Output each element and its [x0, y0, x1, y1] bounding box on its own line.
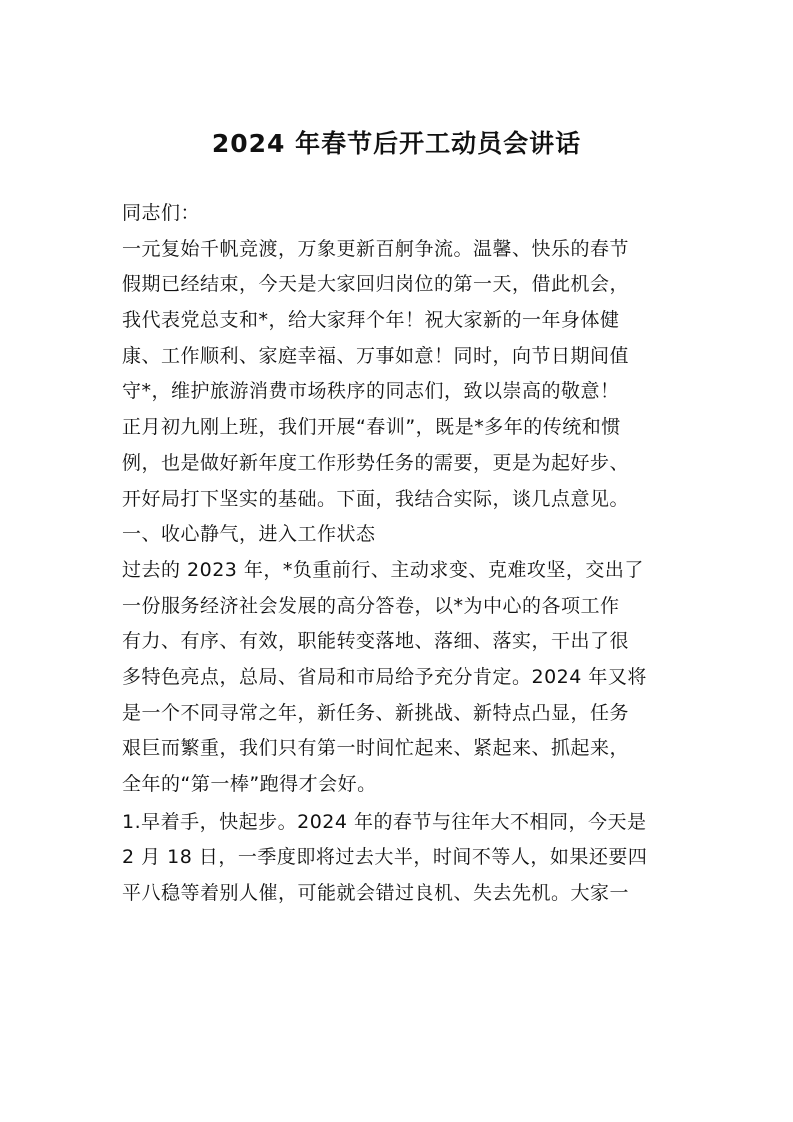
text-line: 艰巨而繁重，我们只有第一时间忙起来、紧起来、抓起来， — [122, 737, 630, 760]
text-line: 开好局打下坚实的基础。下面，我结合实际，谈几点意见。 — [122, 487, 630, 510]
text-line: 过去的 2023 年，*负重前行、主动求变、克难攻坚，交出了 — [122, 558, 644, 581]
salutation-line: 同志们： — [122, 202, 201, 224]
text-line: 正月初九刚上班，我们开展“春训”，既是*多年的传统和惯 — [122, 416, 621, 439]
text-line: 是一个不同寻常之年，新任务、新挑战、新特点凸显，任务 — [122, 701, 630, 724]
text-line: 我代表党总支和*，给大家拜个年！祝大家新的一年身体健 — [122, 309, 620, 332]
text-line: 康、工作顺利、家庭幸福、万事如意！同时，向节日期间值 — [122, 344, 630, 367]
text-line: 一元复始千帆竞渡，万象更新百舸争流。温馨、快乐的春节 — [122, 237, 630, 260]
document-title: 2024 年春节后开工动员会讲话 — [211, 129, 582, 158]
text-line: 多特色亮点，总局、省局和市局给予充分肯定。2024 年又将 — [122, 665, 647, 688]
section-heading: 一、收心静气，进入工作状态 — [122, 523, 376, 546]
text-line: 守*，维护旅游消费市场秩序的同志们，致以崇高的敬意！ — [122, 380, 620, 403]
text-line: 2 月 18 日，一季度即将过去大半，时间不等人，如果还要四 — [122, 846, 648, 869]
text-line: 例，也是做好新年度工作形势任务的需要，更是为起好步、 — [122, 451, 630, 474]
text-line: 平八稳等着别人催，可能就会错过良机、失去先机。大家一 — [122, 882, 630, 905]
text-line: 一份服务经济社会发展的高分答卷，以*为中心的各项工作 — [122, 594, 620, 617]
document-body — [122, 196, 674, 912]
text-line: 全年的“第一棒”跑得才会好。 — [122, 773, 377, 795]
text-line: 1.早着手，快起步。2024 年的春节与往年大不相同，今天是 — [122, 810, 647, 833]
text-line: 有力、有序、有效，职能转变落地、落细、落实，干出了很 — [122, 630, 630, 653]
text-line: 假期已经结束，今天是大家回归岗位的第一天，借此机会， — [122, 273, 630, 296]
